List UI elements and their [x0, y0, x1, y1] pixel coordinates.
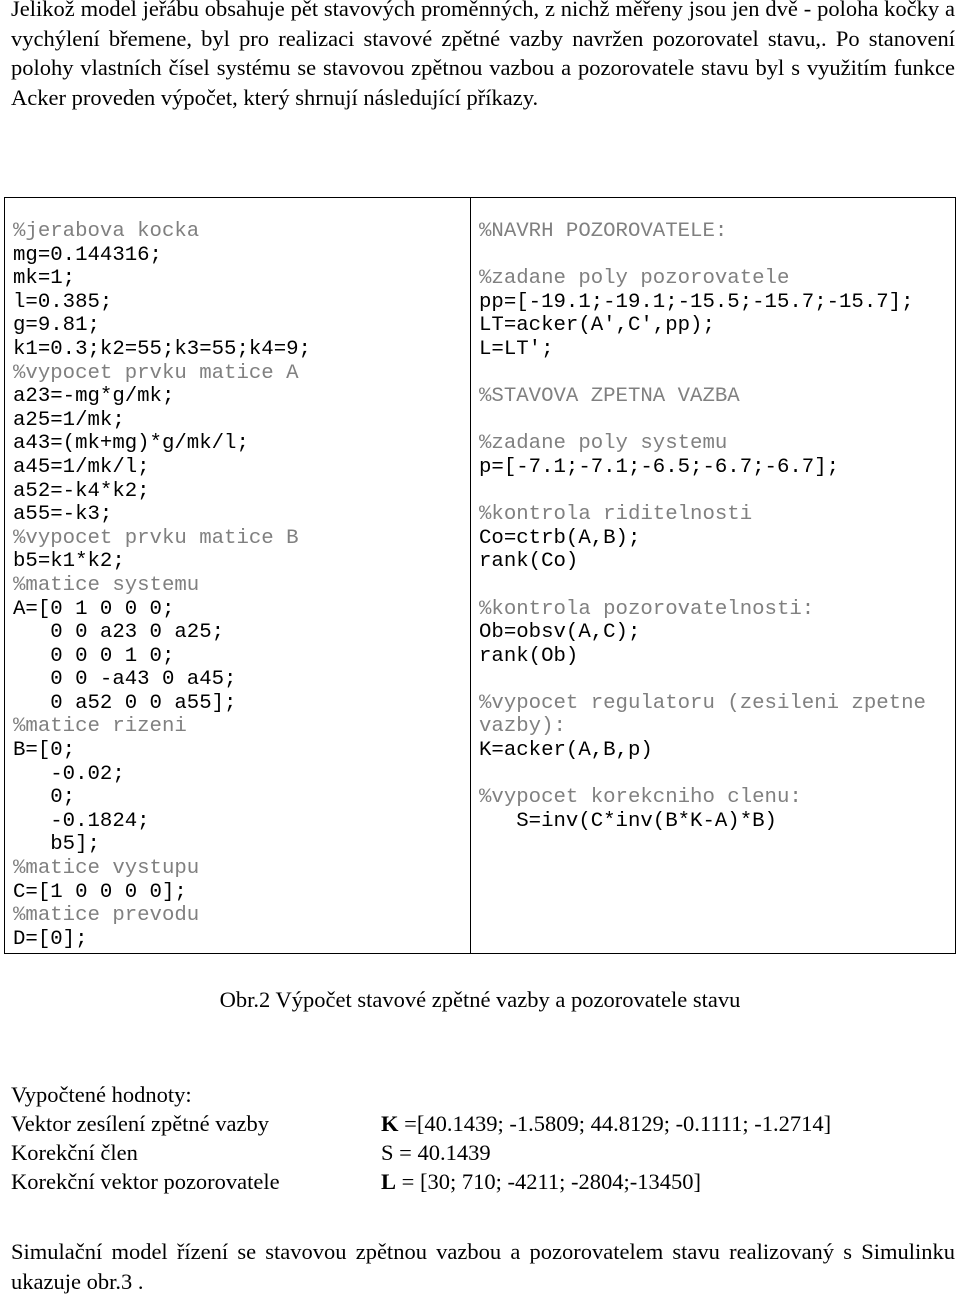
code-comment-line: %zadane poly systemu [479, 432, 728, 456]
result-label: Vektor zesílení zpětné vazby [11, 1111, 270, 1136]
code-comment-line: %kontrola pozorovatelnosti: [479, 597, 815, 621]
code-comment-line: %matice rizeni [13, 715, 187, 739]
result-label: Korekční vektor pozorovatele [11, 1169, 280, 1194]
code-comment-line: %vypocet korekcniho clenu: [479, 786, 802, 810]
code-line: -0.02; [13, 762, 125, 786]
code-line: D=[0]; [13, 927, 88, 951]
code-comment-line: %matice vystupu [13, 857, 200, 881]
code-line [479, 668, 955, 692]
code-comment-line: %zadane poly pozorovatele [479, 267, 790, 291]
code-line: A=[0 1 0 0 0; [13, 597, 175, 621]
code-line: -0.1824; [13, 809, 150, 833]
result-symbol: L [381, 1169, 397, 1194]
code-comment-line: vazby): [479, 715, 566, 739]
result-value [381, 1167, 701, 1196]
code-line: B=[0; [13, 739, 76, 763]
result-value [381, 1109, 831, 1138]
result-number: = 40.1439 [393, 1140, 491, 1165]
code-line: mg=0.144316; [13, 243, 162, 267]
result-number: =[40.1439; -1.5809; 44.8129; -0.1111; -1.2714] [398, 1111, 832, 1136]
code-line: rank(Co) [479, 550, 579, 574]
code-line: p=[-7.1;-7.1;-6.5;-6.7;-6.7]; [479, 455, 840, 479]
code-line [479, 362, 955, 386]
figure-caption: Obr.2 Výpočet stavové zpětné vazby a pozorovatele stavu [219, 987, 741, 1012]
code-line: K=acker(A,B,p) [479, 739, 653, 763]
code-line: a45=1/mk/l; [13, 455, 150, 479]
code-line: b5=k1*k2; [13, 550, 125, 574]
code-line: a55=-k3; [13, 503, 113, 527]
intro-paragraph: Jelikož model jeřábu obsahuje pět stavových proměnných, z nichž měřeny jsou jen dvě - poloha kočky a vychýlení břemene, byl pro realizaci stavové zpětné vazby navržen pozorovatel stavu,. Po stanovení polohy vlastních čísel systému se stavovou zpětnou vazbou a pozorovatele stavu byl s využitím funkce Acker proveden výpočet, který shrnují následující příkazy. [11, 0, 955, 110]
code-line [479, 763, 955, 787]
code-comment-line: %vypocet regulatoru (zesileni zpetne [479, 691, 926, 715]
code-column-right [471, 198, 955, 953]
code-line: 0; [13, 786, 76, 810]
code-line: S=inv(C*inv(B*K-A)*B) [479, 809, 777, 833]
code-line: 0 0 -a43 0 a45; [13, 668, 237, 692]
code-line [479, 480, 955, 504]
code-line: Ob=obsv(A,C); [479, 621, 641, 645]
code-comment-line: %vypocet prvku matice A [13, 361, 299, 385]
code-line: pp=[-19.1;-19.1;-15.5;-15.7;-15.7]; [479, 290, 914, 314]
result-symbol: K [381, 1111, 399, 1136]
code-line: g=9.81; [13, 314, 100, 338]
code-line: k1=0.3;k2=55;k3=55;k4=9; [13, 337, 311, 361]
code-line: l=0.385; [13, 290, 113, 314]
code-table [4, 197, 956, 954]
code-line: mk=1; [13, 267, 76, 291]
result-value [381, 1138, 491, 1167]
code-line: C=[1 0 0 0 0]; [13, 880, 187, 904]
code-line: rank(Ob) [479, 644, 579, 668]
code-line: 0 0 0 1 0; [13, 644, 175, 668]
code-comment-line: %kontrola riditelnosti [479, 503, 753, 527]
code-comment-line: %matice prevodu [13, 904, 200, 928]
results-section [11, 1080, 831, 1196]
result-row-observer [11, 1167, 831, 1196]
code-line: a23=-mg*g/mk; [13, 385, 175, 409]
result-row-correction [11, 1138, 831, 1167]
result-number: = [30; 710; -4211; -2804;-13450] [396, 1169, 701, 1194]
outro-paragraph: Simulační model řízení se stavovou zpětnou vazbou a pozorovatelem stavu realizovaný s Simulinku ukazuje obr.3 . [11, 1239, 955, 1294]
code-line: 0 0 a23 0 a25; [13, 621, 225, 645]
result-row-gain [11, 1109, 831, 1138]
code-line: 0 a52 0 0 a55]; [13, 691, 237, 715]
code-line: L=LT'; [479, 337, 554, 361]
code-comment-line: %vypocet prvku matice B [13, 526, 299, 550]
code-comment-line: %jerabova kocka [13, 220, 200, 243]
code-line [479, 574, 955, 598]
code-comment-line: %STAVOVA ZPETNA VAZBA [479, 385, 740, 409]
result-symbol: S [381, 1140, 394, 1165]
code-column-left [5, 198, 471, 953]
code-line: LT=acker(A',C',pp); [479, 314, 715, 338]
code-line: a52=-k4*k2; [13, 479, 150, 503]
code-line: Co=ctrb(A,B); [479, 526, 641, 550]
code-line [479, 244, 955, 268]
code-comment-line: %NAVRH POZOROVATELE: [479, 220, 728, 243]
code-line [479, 409, 955, 433]
code-line: b5]; [13, 833, 100, 857]
result-label: Korekční člen [11, 1140, 138, 1165]
code-line: a25=1/mk; [13, 408, 125, 432]
code-line: a43=(mk+mg)*g/mk/l; [13, 432, 249, 456]
code-comment-line: %matice systemu [13, 573, 200, 597]
results-title: Vypočtené hodnoty: [11, 1082, 192, 1107]
